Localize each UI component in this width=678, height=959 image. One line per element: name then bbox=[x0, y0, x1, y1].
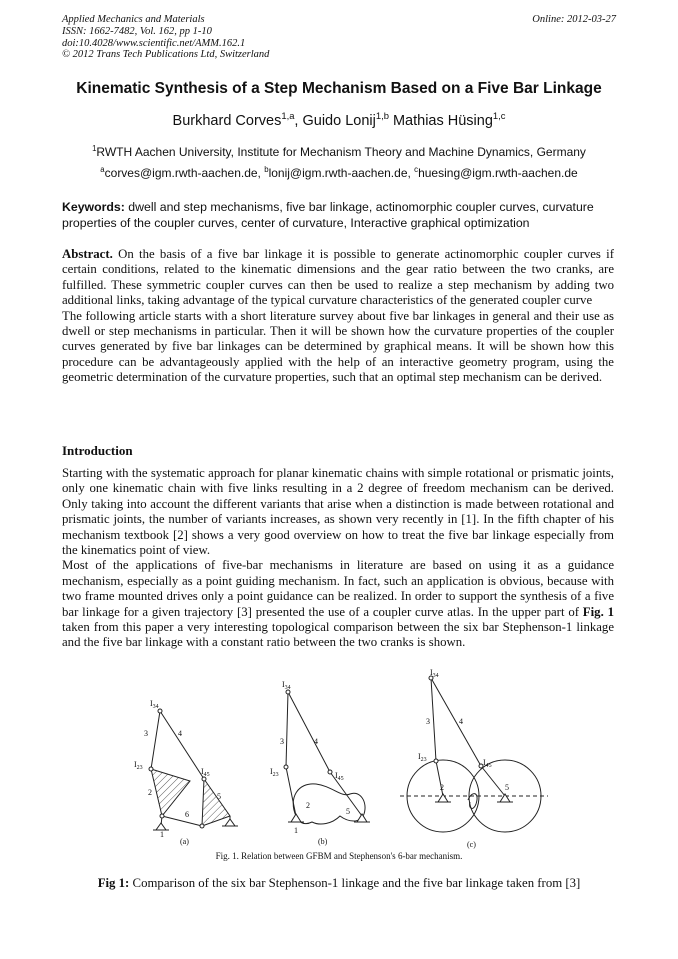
link-number: 5 bbox=[346, 807, 350, 816]
link-number: 5 bbox=[217, 792, 221, 801]
label-i23: $I_{23}$ bbox=[134, 760, 143, 771]
link-number: 5 bbox=[505, 783, 509, 792]
label-i34: $I_{34}$ bbox=[282, 680, 291, 691]
figure-inner-caption: Fig. 1. Relation between GFBM and Stephenson's 6-bar mechanism. bbox=[215, 851, 463, 861]
affil-text: RWTH Aachen University, Institute for Mechanism Theory and Machine Dynamics, Germany bbox=[96, 145, 586, 159]
abstract-label: Abstract. bbox=[62, 247, 113, 261]
link-number: 4 bbox=[314, 737, 318, 746]
keywords-text: dwell and step mechanisms, five bar linkage, actinomorphic coupler curves, curvature properties of the coupler curves, center of curvature, Interactive graphical optimization bbox=[62, 200, 594, 230]
link-number: 1 bbox=[160, 830, 164, 839]
intro-p2 bbox=[62, 558, 614, 650]
paper-title: Kinematic Synthesis of a Step Mechanism Based on a Five Bar Linkage bbox=[76, 80, 602, 97]
author-list bbox=[0, 110, 678, 129]
label-i23: $I_{23}$ bbox=[418, 752, 427, 763]
author-sup: 1,c bbox=[492, 110, 506, 122]
affil-sup: 1 bbox=[92, 144, 97, 153]
link-number: 2 bbox=[306, 801, 310, 810]
abstract bbox=[62, 247, 614, 386]
label-i23: $I_{23}$ bbox=[270, 767, 279, 778]
copyright: © 2012 Trans Tech Publications Ltd, Switzerland bbox=[62, 49, 270, 61]
panel-label: (b) bbox=[318, 837, 328, 846]
affiliation bbox=[0, 145, 678, 159]
email-link[interactable]: huesing@igm.rwth-aachen.de bbox=[418, 166, 578, 180]
email-sup: b bbox=[264, 165, 269, 174]
introduction-body bbox=[62, 466, 614, 651]
linkage-figure bbox=[120, 666, 560, 866]
journal-header bbox=[62, 14, 269, 61]
journal-name: Applied Mechanics and Materials bbox=[62, 14, 205, 25]
link-number: 3 bbox=[144, 729, 148, 738]
panel-c-diagram bbox=[400, 676, 548, 832]
online-date: Online: 2012-03-27 bbox=[532, 14, 616, 25]
abstract-p2: The following article starts with a short literature survey about five bar linkages in general and their use as dwell or step mechanisms in particular. Then it will be shown how the curvature properties of the coupler curves generated by five bar linkages can be determined by graphical means. It will be shown how this procedure can be advantageously applied with the help of an interactive geometry program, using the geometric determination of the curvature properties, such that an optimal step mechanism can be derived. bbox=[62, 308, 614, 385]
author-sup: 1,b bbox=[375, 110, 389, 122]
caption-text: Comparison of the six bar Stephenson-1 linkage and the five bar linkage taken from [3] bbox=[129, 876, 581, 890]
doi: doi:10.4028/www.scientific.net/AMM.162.1 bbox=[62, 37, 246, 49]
link-number: 4 bbox=[459, 717, 463, 726]
label-i34: $I_{34}$ bbox=[430, 668, 439, 679]
email-link[interactable]: corves@igm.rwth-aachen.de, bbox=[104, 166, 265, 180]
email-sup: a bbox=[100, 165, 105, 174]
link-number: 4 bbox=[178, 729, 182, 738]
email-list bbox=[0, 166, 678, 180]
panel-label: (c) bbox=[467, 840, 476, 849]
intro-p2-text: taken from this paper a very interesting topological comparison between the six bar Stephenson-1 linkage and the five bar linkage with a constant ratio between the two cranks is shown. bbox=[62, 620, 614, 650]
author-sup: 1,a bbox=[281, 110, 295, 122]
intro-p1: Starting with the systematic approach for planar kinematic chains with simple rotational or prismatic joints, only one kinematic chain with five links resulting in a 2 degree of freedom mechanism can be derived. Only taking into account the different variants that arise when a distinction is made between rotational and prismatic joints, the number of variants increases, as shown very recently in [1]. In the fifth chapter of his mechanism textbook [2] shows a very good overview on how to treat the five bar linkage especially from the kinematics point of view. bbox=[62, 466, 614, 558]
keywords-label: Keywords: bbox=[62, 200, 125, 214]
author-name: Mathias Hüsing bbox=[392, 113, 493, 129]
keywords bbox=[62, 200, 614, 231]
link-number: 1 bbox=[294, 826, 298, 835]
link-number: 2 bbox=[440, 783, 444, 792]
author-name: Burkhard Corves bbox=[172, 113, 282, 129]
author-sep: , bbox=[294, 113, 303, 129]
email-sup: c bbox=[414, 165, 419, 174]
author-name: Guido Lonij bbox=[302, 113, 376, 129]
label-i45: $I_{45}$ bbox=[335, 771, 344, 782]
panel-a-diagram bbox=[149, 709, 238, 830]
panel-label: (a) bbox=[180, 837, 189, 846]
figure-caption bbox=[0, 876, 678, 891]
section-heading: Introduction bbox=[62, 443, 133, 458]
fig-ref: Fig. 1 bbox=[582, 604, 614, 619]
email-link[interactable]: lonij@igm.rwth-aachen.de, bbox=[268, 166, 415, 180]
label-i34: $I_{34}$ bbox=[150, 699, 159, 710]
label-i45: $I_{45}$ bbox=[483, 758, 492, 769]
link-number: 6 bbox=[185, 810, 189, 819]
label-i45: $I_{45}$ bbox=[201, 767, 210, 778]
abstract-p1: On the basis of a five bar linkage it is possible to generate actinomorphic coupler curves if certain conditions, related to the kinematic dimensions and the gear ratio between the two cranks, are fulfilled. These symmetric coupler curves can then be used to realize a step mechanism by adding two additional links, taking advantage of the typical curvature characteristics of the generated coupler curve bbox=[62, 247, 614, 308]
link-number: 3 bbox=[280, 737, 284, 746]
caption-label: Fig 1: bbox=[97, 876, 130, 890]
link-number: 3 bbox=[426, 717, 430, 726]
issn: ISSN: 1662-7482, Vol. 162, pp 1-10 bbox=[62, 25, 212, 37]
intro-p2-text: Most of the applications of five-bar mechanisms in literature are based on using it as a guidance mechanism, especially as a point guiding mechanism. In fact, such an application is obvious, because with two frame mounted drives only a point guidance can be realized. In order to support the synthesis of a five bar linkage for a given trajectory [3] presented the use of a coupler curve atlas. In the upper part of bbox=[62, 558, 614, 619]
link-number: 2 bbox=[148, 788, 152, 797]
panel-b-diagram bbox=[284, 690, 370, 824]
